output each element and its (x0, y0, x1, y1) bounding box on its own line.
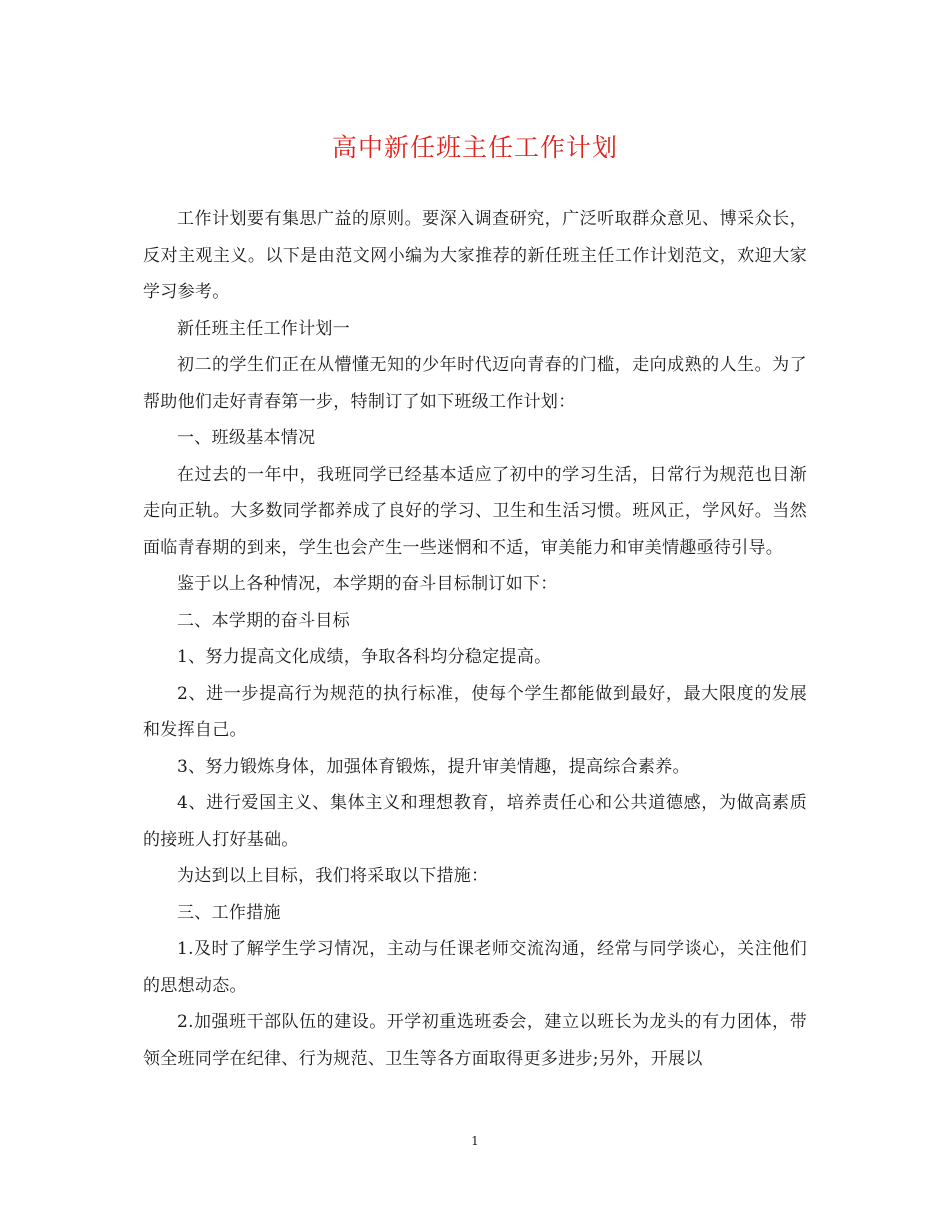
paragraph: 为达到以上目标，我们将采取以下措施： (177, 866, 489, 886)
paragraph-list-item: 4、进行爱国主义、集体主义和理想教育，培养责任心和公共道德感，为做高素质的接班人打好基础。 (143, 793, 807, 850)
paragraph-section-heading: 新任班主任工作计划一 (177, 318, 350, 339)
paragraph-heading: 二、本学期的奋斗目标 (177, 610, 350, 631)
paragraph-list-item: 2.加强班干部队伍的建设。开学初重选班委会，建立以班长为龙头的有力团体，带领全班同学在纪律、行为规范、卫生等各方面取得更多进步;另外，开展以 (143, 1012, 807, 1069)
paragraph-heading: 一、班级基本情况 (177, 428, 316, 448)
paragraph-heading: 三、工作措施 (177, 902, 281, 923)
paragraph-list-item: 1.及时了解学生学习情况，主动与任课老师交流沟通，经常与同学谈心，关注他们的思想动态。 (143, 939, 807, 996)
document-body (143, 201, 807, 1077)
page-number: 1 (471, 1134, 479, 1148)
document-title: 高中新任班主任工作计划 (331, 133, 618, 162)
paragraph-list-item: 1、努力提高文化成绩，争取各科均分稳定提高。 (177, 647, 552, 667)
paragraph-list-item: 3、努力锻炼身体，加强体育锻炼，提升审美情趣，提高综合素养。 (177, 756, 690, 777)
paragraph: 初二的学生们正在从懵懂无知的少年时代迈向青春的门槛，走向成熟的人生。为了帮助他们走好青春第一步，特制订了如下班级工作计划： (143, 355, 807, 412)
paragraph-list-item: 2、进一步提高行为规范的执行标准，使每个学生都能做到最好，最大限度的发展和发挥自己。 (143, 683, 807, 740)
paragraph: 在过去的一年中，我班同学已经基本适应了初中的学习生活，日常行为规范也日渐走向正轨。大多数同学都养成了良好的学习、卫生和生活习惯。班风正，学风好。当然面临青春期的到来，学生也会产生一些迷惘和不适，审美能力和审美情趣亟待引导。 (143, 464, 807, 558)
paragraph-intro: 工作计划要有集思广益的原则。要深入调查研究，广泛听取群众意见、博采众长，反对主观主义。以下是由范文网小编为大家推荐的新任班主任工作计划范文，欢迎大家学习参考。 (143, 209, 807, 302)
paragraph: 鉴于以上各种情况，本学期的奋斗目标制订如下： (177, 574, 558, 594)
